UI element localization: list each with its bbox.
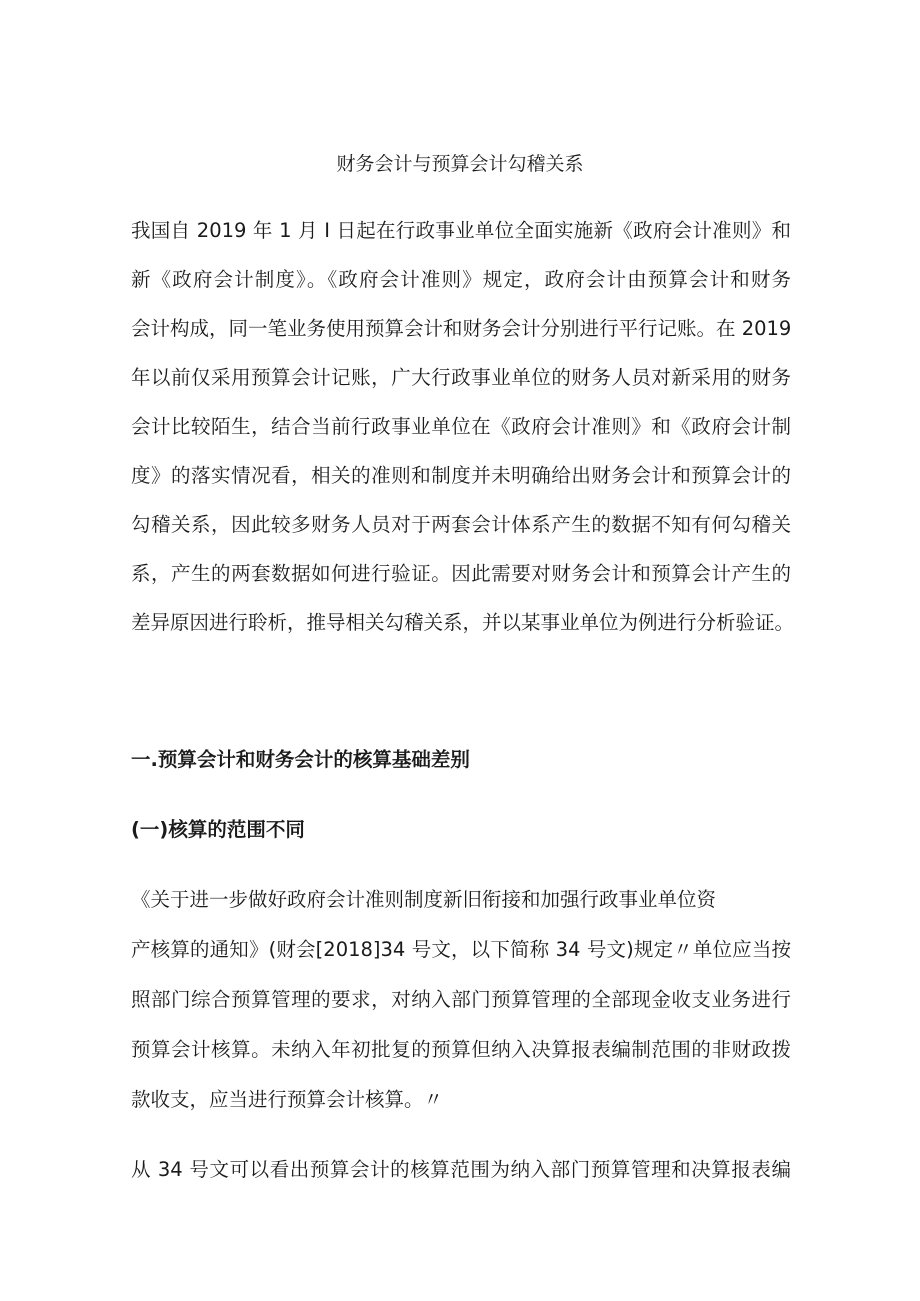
intro-line: 我国自 2019 年 1 月 I 日起在行政事业单位全面实施新《政府会计准则》和 xyxy=(131,219,791,242)
intro-line: 差异原因进行聆析，推导相关勾稽关系，并以某事业单位为例进行分析验证。 xyxy=(131,611,795,634)
intro-line: 度》的落实情况看，相关的准则和制度并未明确给出财务会计和预算会计的 xyxy=(131,464,791,487)
intro-line: 勾稽关系，因此较多财务人员对于两套会计体系产生的数据不知有何勾稽关 xyxy=(131,513,791,536)
intro-line: 会计比较陌生，结合当前行政事业单位在《政府会计准则》和《政府会计制 xyxy=(131,415,791,438)
intro-line: 会计构成，同一笔业务使用预算会计和财务会计分别进行平行记账。在 2019 xyxy=(131,317,792,340)
section-heading: 一.预算会计和财务会计的核算基础差别 xyxy=(131,748,470,771)
quote-line: 款收支，应当进行预算会计核算。〃 xyxy=(131,1088,444,1111)
document-title: 财务会计与预算会计勾稽关系 xyxy=(336,153,584,175)
quote-line: 产核算的通知》(财会[2018]34 号文，以下简称 34 号文)规定〃单位应当按 xyxy=(131,938,791,961)
quote-line: 照部门综合预算管理的要求，对纳入部门预算管理的全部现金收支业务进行 xyxy=(131,988,791,1011)
body-line: 从 34 号文可以看出预算会计的核算范围为纳入部门预算管理和决算报表编 xyxy=(131,1158,791,1181)
subsection-heading: (一)核算的范围不同 xyxy=(131,818,305,841)
intro-line: 系，产生的两套数据如何进行验证。因此需要对财务会计和预算会计产生的 xyxy=(131,562,791,585)
quote-line: 预算会计核算。未纳入年初批复的预算但纳入决算报表编制范围的非财政拨 xyxy=(131,1038,791,1061)
intro-line: 年以前仅采用预算会计记账，广大行政事业单位的财务人员对新采用的财务 xyxy=(131,366,791,389)
intro-line: 新《政府会计制度》。《政府会计准则》规定，政府会计由预算会计和财务 xyxy=(131,268,791,291)
quote-line: 《关于进一步做好政府会计准则制度新旧衔接和加强行政事业单位资 xyxy=(131,888,717,911)
